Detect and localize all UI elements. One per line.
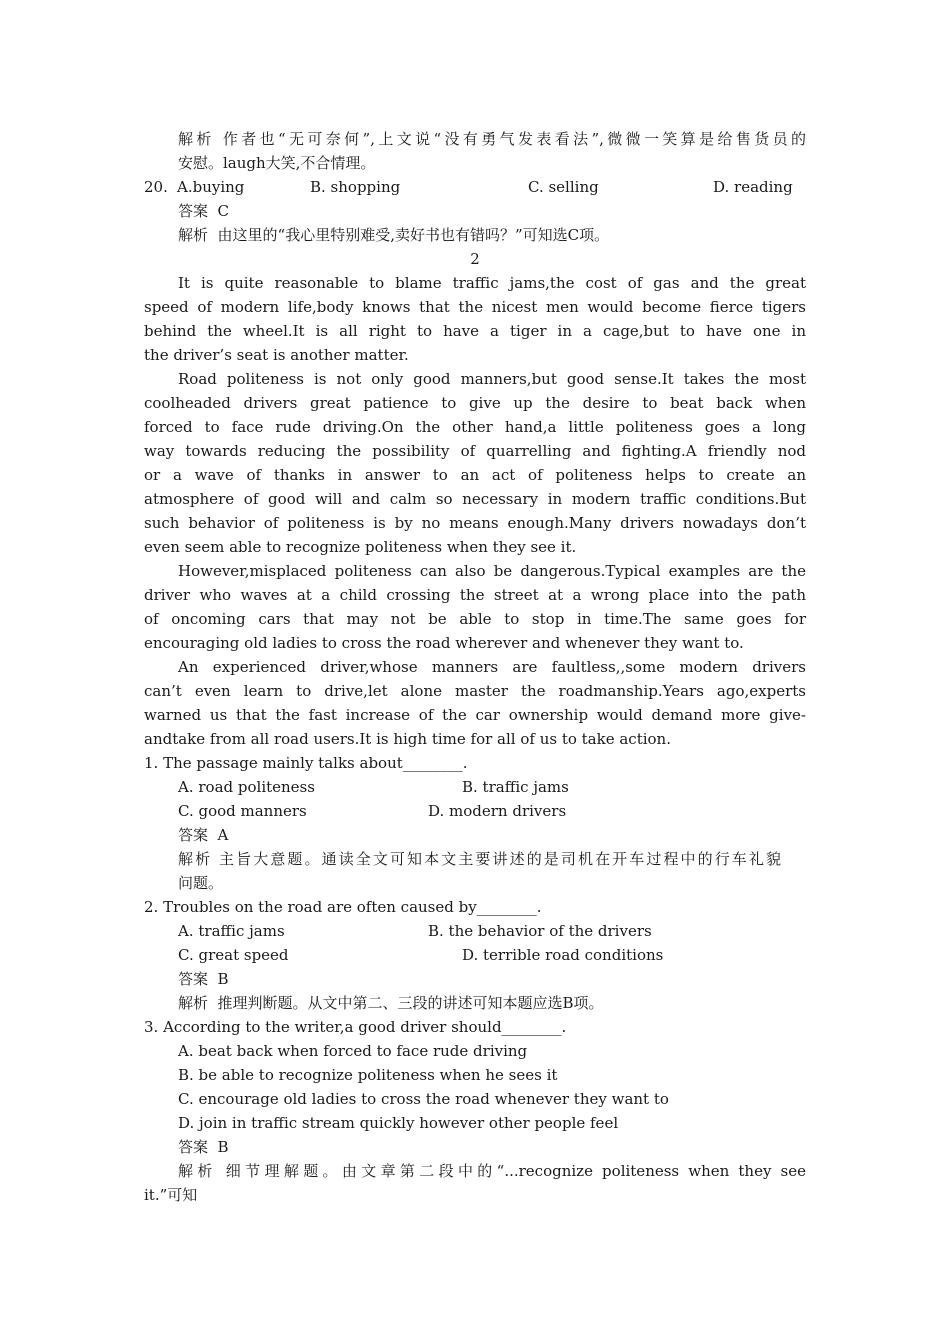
q3-answer: 答案 B bbox=[178, 1138, 229, 1156]
passage-line: even seem able to recognize politeness when they see it. bbox=[144, 538, 577, 556]
passage-line: way towards reducing the possibility of quarrelling and fighting.A friendly nod bbox=[144, 442, 806, 460]
q3-option-a: A. beat back when forced to face rude driving bbox=[178, 1042, 528, 1060]
passage-line: andtake from all road users.It is high time for all of us to take action. bbox=[144, 730, 671, 748]
passage-line: speed of modern life,body knows that the nicest men would become fierce tigers bbox=[144, 298, 806, 316]
passage-line: atmosphere of good will and calm so necessary in modern traffic conditions.But bbox=[144, 490, 806, 508]
passage-line: forced to face rude driving.On the other hand,a little politeness goes a long bbox=[144, 418, 806, 436]
q3-stem: 3. According to the writer,a good driver should________. bbox=[144, 1018, 567, 1036]
q1-stem: 1. The passage mainly talks about________. bbox=[144, 754, 468, 772]
q1-analysis-line2: 问题。 bbox=[178, 874, 224, 892]
passage-line: such behavior of politeness is by no means enough.Many drivers nowadays don’t bbox=[144, 514, 806, 532]
q2-answer: 答案 B bbox=[178, 970, 229, 988]
passage-line: the driver’s seat is another matter. bbox=[144, 346, 409, 364]
passage-line: behind the wheel.It is all right to have a tiger in a cage,but to have one in bbox=[144, 322, 806, 340]
q2-stem: 2. Troubles on the road are often caused by________. bbox=[144, 898, 542, 916]
q20-option-b: B. shopping bbox=[310, 178, 401, 196]
q2-option-c: C. great speed bbox=[178, 946, 289, 964]
q1-option-b: B. traffic jams bbox=[462, 778, 569, 796]
passage-line: can’t even learn to drive,let alone master the roadmanship.Years ago,experts bbox=[144, 682, 806, 700]
q3-option-b: B. be able to recognize politeness when he sees it bbox=[178, 1066, 558, 1084]
passage-line: or a wave of thanks in answer to an act of politeness helps to create an bbox=[144, 466, 806, 484]
q3-analysis-line2: it.”可知 bbox=[144, 1186, 198, 1204]
q2-option-d: D. terrible road conditions bbox=[462, 946, 664, 964]
passage-line: An experienced driver,whose manners are faultless,,some modern drivers bbox=[178, 658, 806, 676]
q20-number: 20. bbox=[144, 178, 168, 196]
q2-analysis: 解析 推理判断题。从文中第二、三段的讲述可知本题应选B项。 bbox=[178, 994, 604, 1012]
passage-line: coolheaded drivers great patience to give up the desire to beat back when bbox=[144, 394, 806, 412]
q19-analysis-line2: 安慰。laugh大笑,不合情理。 bbox=[178, 154, 376, 172]
q1-option-c: C. good manners bbox=[178, 802, 307, 820]
q20-option-c: C. selling bbox=[528, 178, 599, 196]
q20-analysis: 解析 由这里的“我心里特别难受,卖好书也有错吗？”可知选C项。 bbox=[178, 226, 610, 244]
passage-line: Road politeness is not only good manners,but good sense.It takes the most bbox=[178, 370, 806, 388]
q3-option-d: D. join in traffic stream quickly however other people feel bbox=[178, 1114, 619, 1132]
q3-analysis-line1: 解析 细节理解题。由文章第二段中的“...recognize politeness when they see bbox=[178, 1162, 806, 1180]
q3-option-c: C. encourage old ladies to cross the road whenever they want to bbox=[178, 1090, 669, 1108]
q20-option-a: A.buying bbox=[177, 178, 245, 196]
passage-line: encouraging old ladies to cross the road wherever and whenever they want to. bbox=[144, 634, 744, 652]
q20-option-d: D. reading bbox=[713, 178, 793, 196]
passage-line: However,misplaced politeness can also be dangerous.Typical examples are the bbox=[178, 562, 806, 580]
q2-option-a: A. traffic jams bbox=[178, 922, 285, 940]
passage-line: driver who waves at a child crossing the street at a wrong place into the path bbox=[144, 586, 806, 604]
q19-analysis-line1: 解析 作者也“无可奈何”,上文说“没有勇气发表看法”,微微一笑算是给售货员的 bbox=[178, 130, 806, 148]
passage-line: of oncoming cars that may not be able to stop in time.The same goes for bbox=[144, 610, 806, 628]
q1-answer: 答案 A bbox=[178, 826, 229, 844]
q1-analysis-line1: 解析 主旨大意题。通读全文可知本文主要讲述的是司机在开车过程中的行车礼貌 bbox=[178, 850, 781, 868]
section-number: 2 bbox=[470, 250, 480, 268]
q1-option-d: D. modern drivers bbox=[428, 802, 567, 820]
passage-line: It is quite reasonable to blame traffic jams,the cost of gas and the great bbox=[178, 274, 806, 292]
q2-option-b: B. the behavior of the drivers bbox=[428, 922, 652, 940]
q1-option-a: A. road politeness bbox=[178, 778, 315, 796]
passage-line: warned us that the fast increase of the car ownership would demand more give- bbox=[144, 706, 806, 724]
q20-answer: 答案 C bbox=[178, 202, 230, 220]
